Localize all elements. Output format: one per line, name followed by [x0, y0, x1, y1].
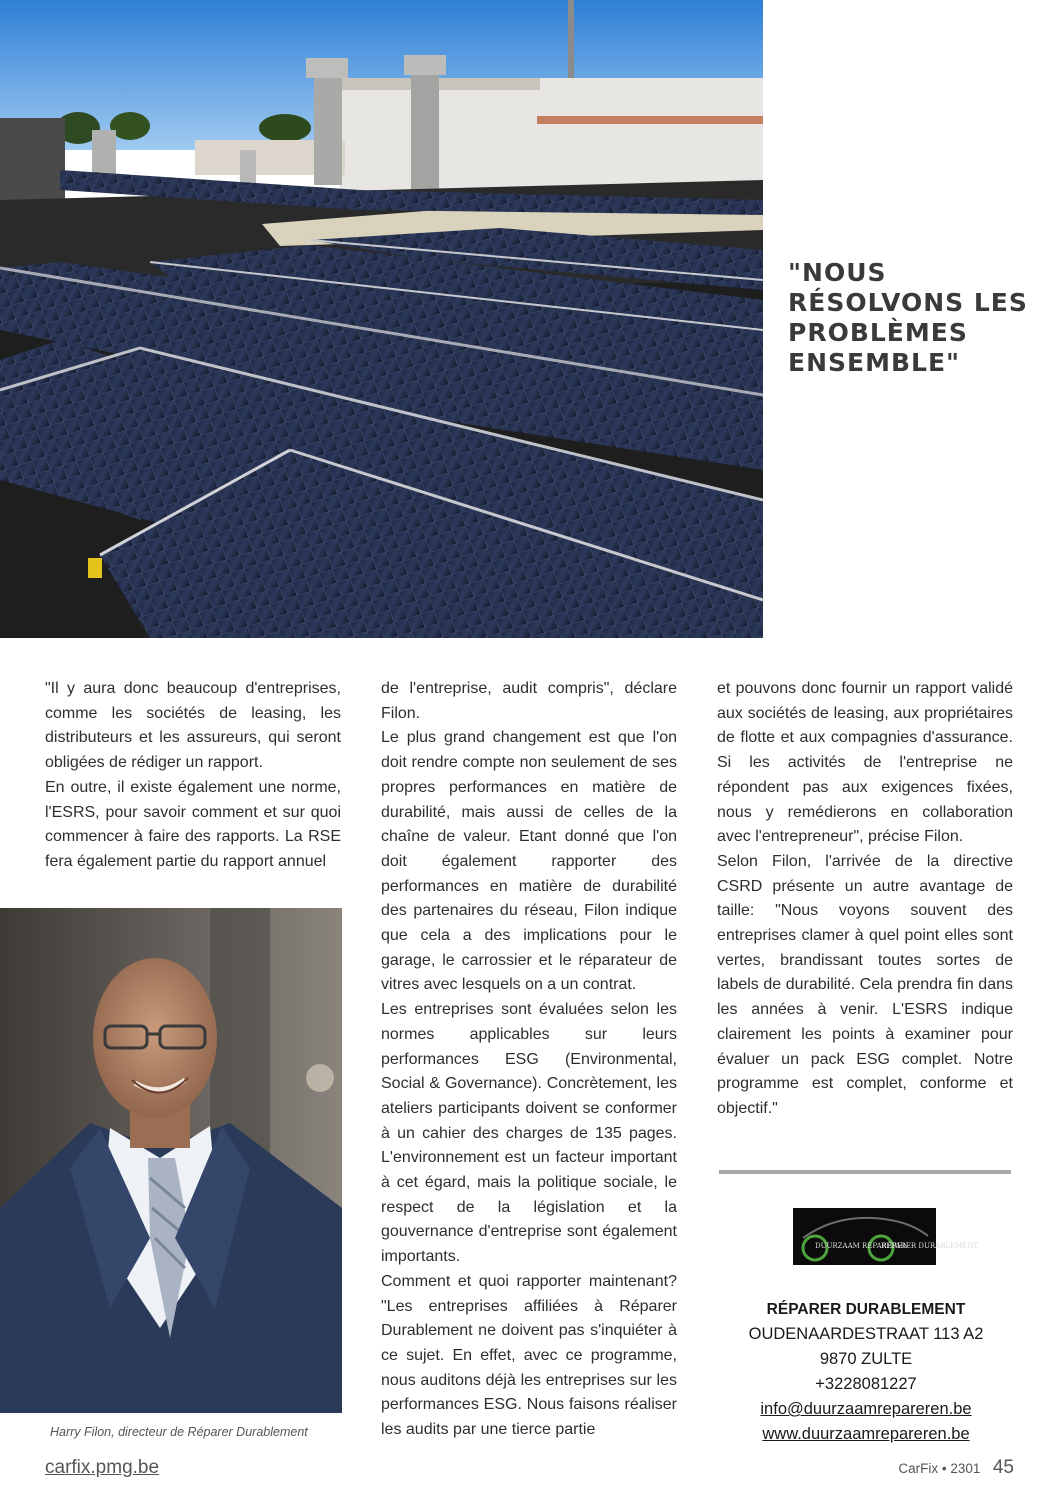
hero-photo-solar-panels	[0, 0, 763, 638]
paragraph: et pouvons donc fournir un rapport validé aux sociétés de leasing, aux propriétaires de flotte et aux compagnies d'assurance. Si les activités de l'entreprise ne répondent pas aux exigences fixées, nous y remédierons en collaboration avec l'entrepreneur", précise Filon.	[717, 680, 1013, 846]
address-city: 9870 ZULTE	[819, 1350, 913, 1368]
company-name: RÉPARER DURABLEMENT	[766, 1301, 966, 1318]
email-link[interactable]: info@duurzaamrepareren.be	[760, 1400, 972, 1418]
paragraph: Selon Filon, l'arrivée de la directive CSRD présente un autre avantage de taille: "Nous voyons souvent des entreprises clamer à quel point elles sont vertes, brandissant toutes sortes de labels de durabilité. Cela prendra fin dans les années à venir. L'ESRS indique clairement les points à examiner pour évaluer un pack ESG complet. Notre programme est complet, conforme et objectif."	[717, 852, 1013, 1117]
phone-number: +3228081227	[815, 1375, 917, 1393]
paragraph: de l'entreprise, audit compris", déclare Filon.	[381, 680, 677, 722]
text-column-2	[381, 677, 677, 1443]
divider	[719, 1170, 1011, 1174]
website-link[interactable]: www.duurzaamrepareren.be	[762, 1425, 970, 1443]
page-number: 45	[992, 1457, 1014, 1478]
paragraph: "Il y aura donc beaucoup d'entreprises, comme les sociétés de leasing, les distributeurs et les assureurs, qui seront obligées de rédiger un rapport.	[45, 680, 341, 772]
paragraph: Comment et quoi rapporter maintenant? "Les entreprises affiliées à Réparer Durablement ne doivent pas s'inquiéter à ce sujet. En effet, avec ce programme, nous auditons déjà les entreprises sur les performances ESG. Nous faisons réaliser les audits par une tierce partie	[381, 1272, 677, 1439]
portrait-photo	[0, 908, 342, 1413]
footer-site-link[interactable]: carfix.pmg.be	[45, 1457, 160, 1478]
paragraph: Les entreprises sont évaluées selon les normes applicables sur leurs performances ESG (Environmental, Social & Governance). Concrètement, les ateliers participants doivent se conformer à un cahier des charges de 135 pages. L'environnement est un facteur important à cet égard, mais la politique sociale, le respect de la législation et la gouvernance d'entreprise sont également importants.	[381, 1001, 677, 1266]
paragraph: En outre, il existe également une norme, l'ESRS, pour savoir comment et sur quoi commencer à faire des rapports. La RSE fera également partie du rapport annuel	[45, 778, 341, 870]
logo-text-right: RÉPARER DURABLEMENT	[881, 1242, 979, 1250]
text-column-3	[717, 677, 1013, 1122]
logo-text-left: DUURZAAM REPAREREN	[815, 1242, 909, 1250]
pull-quote: "NOUS RÉSOLVONS LES PROBLÈMES ENSEMBLE"	[788, 258, 1028, 377]
address-street: OUDENAARDESTRAAT 113 A2	[748, 1325, 984, 1343]
contact-block	[721, 1297, 1011, 1447]
footer-page-info	[898, 1457, 1014, 1479]
text-column-1	[45, 677, 341, 875]
paragraph: Le plus grand changement est que l'on doit rendre compte non seulement de ses propres performances en matière de durabilité, mais aussi de celles de la chaîne de valeur. Etant donné que l'on doit également rapporter des performances en matière de durabilité des partenaires du réseau, Filon indique que cela a des implications pour le garage, le carrossier et le réparateur de vitres avec lesquels on a un contrat.	[381, 729, 677, 994]
magazine-issue: CarFix • 2301	[898, 1461, 981, 1476]
photo-caption: Harry Filon, directeur de Réparer Durablement	[50, 1425, 308, 1439]
duurzaam-repareren-logo	[793, 1208, 979, 1265]
